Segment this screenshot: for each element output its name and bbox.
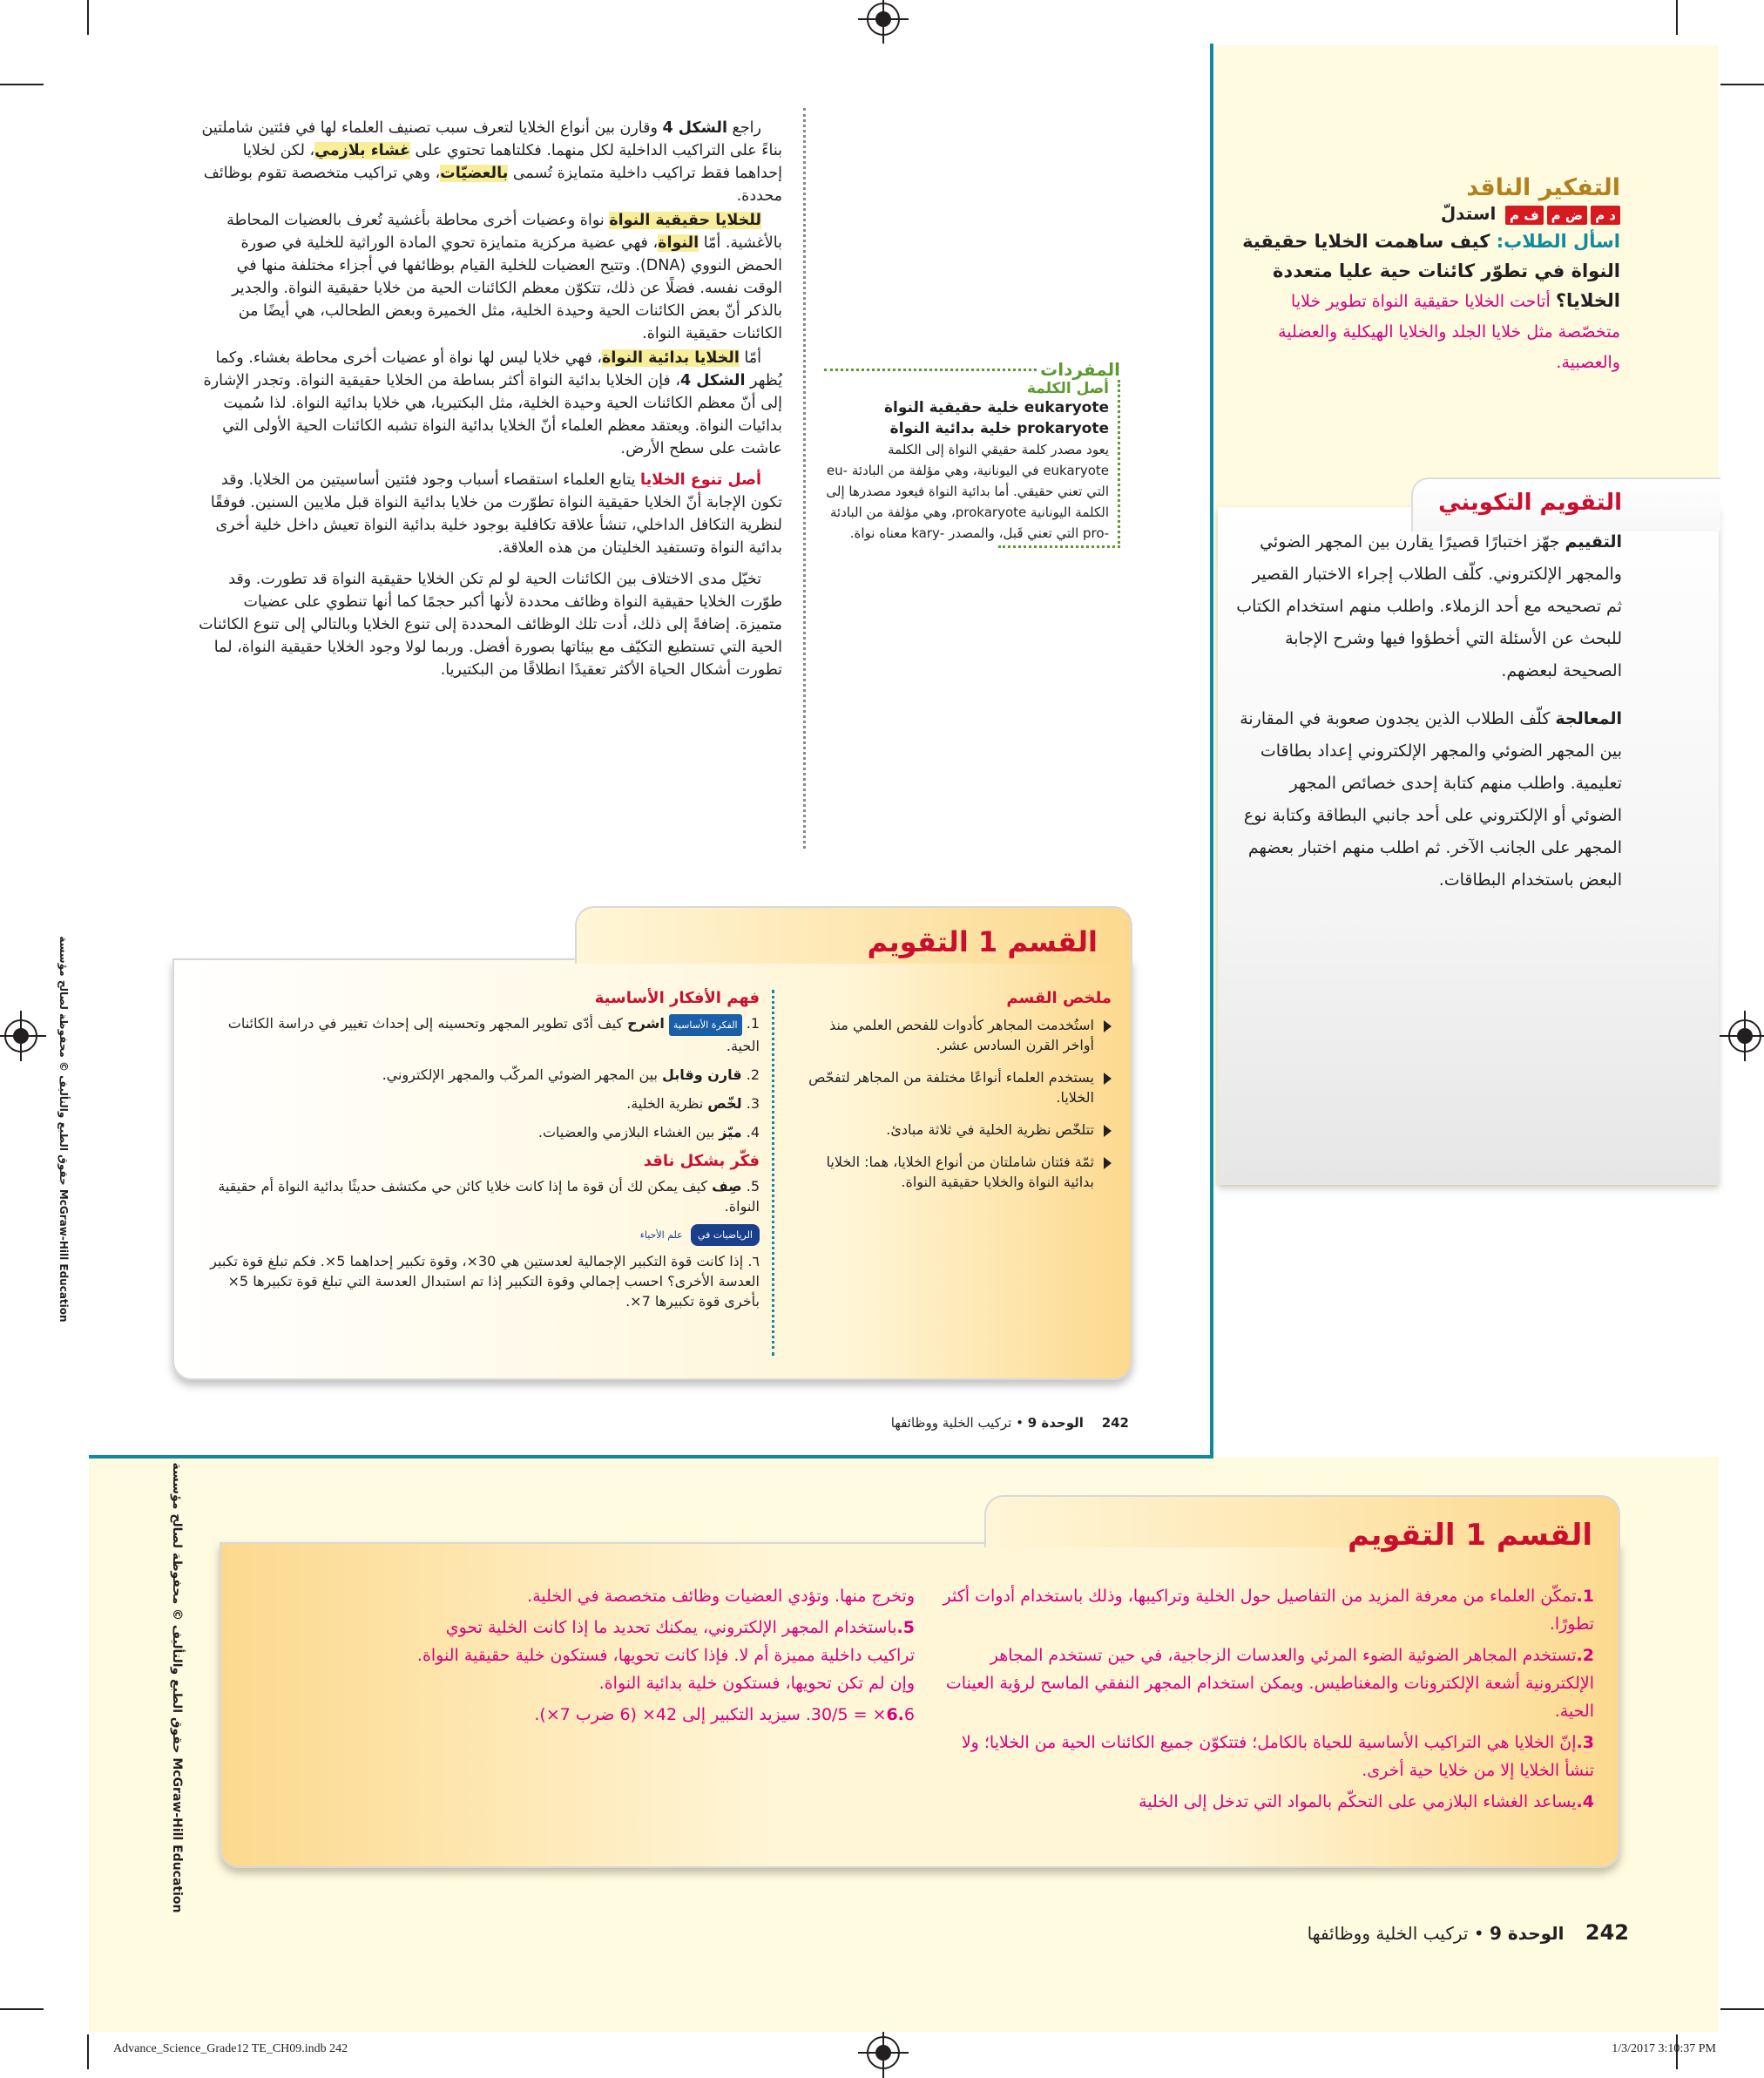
vocabulary-box <box>824 359 1120 599</box>
registration-mark <box>1728 1019 1761 1053</box>
text-run: أمّا <box>739 349 761 367</box>
question-4: 4. ميّز بين الغشاء البلازمي والعضيات. <box>537 1124 760 1141</box>
main-ideas-heading: فهم الأفكار الأساسية <box>594 989 760 1007</box>
registration-mark <box>4 1019 37 1053</box>
text-run: وقارن بين أنواع الخلايا لتعرف سبب تصنيف العلماء لها في فئتين شاملتين بناءً على التراكيب الداخلية لكل منهما. فكلتاهما تحتوي على <box>201 119 782 159</box>
student-body-text <box>197 117 782 779</box>
text-run: بالعضيّات <box>440 165 509 182</box>
text-run: ، لكن لخلايا إحداهما فقط تراكيب داخلية متمايزة تُسمى <box>242 142 782 182</box>
summary-item: تتلخّص نظرية الخلية في ثلاثة مبادئ. <box>801 1120 1112 1140</box>
slug-date: 1/3/2017 3:10:37 PM <box>1612 2042 1716 2055</box>
registration-mark <box>867 3 900 36</box>
text-run: ، فهي خلايا ليس لها نواة أو عضيات أخرى محاطة بغشاء. وكما يُظهر <box>215 349 782 389</box>
summary-item: يستخدم العلماء أنواعًا مختلفة من المجاهر لتفحّص الخلايا. <box>801 1067 1112 1107</box>
skill-tabs: د مض مف م استدلّ <box>1235 203 1620 225</box>
body-paragraph <box>197 469 782 559</box>
answers-title: القسم 1 التقويم <box>1347 1518 1592 1553</box>
student-page-footer: 242 الوحدة 9 • تركيب الخلية ووظائفها <box>890 1415 1129 1431</box>
summary-item: ثمّة فئتان شاملتان من أنواع الخلايا، هما: الخلايا بدائية النواة والخلايا حقيقية النواة. <box>801 1152 1112 1192</box>
text-run: ، فإن الخلايا بدائية النواة أكثر بساطة من الخلايا حقيقية النواة. وتجدر الإشارة إلى أنّ معظم الكائنات الحية وحيدة الخلية، مثل البكتيريا، هي خلايا بدائية النواة. لذا سُميت بدائيات النواة. ويعتقد معظم العلماء أنّ الخلايا بدائية النواة تشبه الكائنات الحية الأولى التي عاشت على سطح الأرض. <box>203 372 782 457</box>
answer-item: 3.إنّ الخلايا هي التراكيب الأساسية للحياة بالكامل؛ فتتكوّن جميع الكائنات الحية من الخلايا؛ ولا تنشأ الخلايا إلا من خلايا حية أخرى. <box>961 1733 1594 1780</box>
formative-body: التقييم جهّز اختبارًا قصيرًا يقارن بين المجهر الضوئي والمجهر الإلكتروني. كلّف الطلاب إجراء الاختبار القصير ثم تصحيحه مع أحد الزملاء. واطلب منهم استخدام الكتاب للبحث عن الأسئلة التي أخطؤوا فيها وشرح الإجابة الصحيحة لبعضهم. المعالجة كلّف الطلاب الذين يجدون صعوبة في المقارنة بين المجهر الضوئي والمجهر الإلكتروني إعداد بطاقات تعليمية. واطلب منهم كتابة إحدى خصائص المجهر الضوئي أو الإلكتروني على أحد جانبي البطاقة وكتابة نوع المجهر على الجانب الآخر. ثم اطلب منهم اختبار بعضهم البعض باستخدام البطاقات. <box>1236 532 1622 890</box>
vocab-term-eukaryote: eukaryote خلية حقيقية النواة <box>884 399 1109 416</box>
main-idea-badge: الفكرة الأساسية <box>669 1014 742 1036</box>
text-run: الشكل 4 <box>680 372 746 389</box>
text-run: النواة <box>658 234 700 252</box>
question-3: 3. لخّص نظرية الخلية. <box>626 1095 760 1112</box>
question-2: 2. قارن وقابل بين المجهر الضوئي المركّب والمجهر الإلكتروني. <box>382 1066 760 1083</box>
answer-text: أتاحت الخلايا حقيقية النواة تطوير خلايا متخصّصة مثل خلايا الجلد والخلايا الهيكلية والعضلية والعصبية. <box>1278 292 1620 372</box>
question-1: 1. الفكرة الأساسية اشرح كيف أدّى تطوير المجهر وتحسينه إلى إحداث تغيير في دراسة الكائنات الحية. <box>227 1015 760 1054</box>
formative-title: التقويم التكويني <box>1438 490 1622 516</box>
text-run: ، فهي عضية مركزية متمايزة تحوي المادة الوراثية للخلية في صورة الحمض النووي (DNA). وتتيح العضيات للخلية القيام بوظائفها في أجزاء مختلفة منها في الوقت نفسه. فضلًا عن ذلك، تتكوّن معظم الكائنات الحية من خلايا حقيقية النواة. والجدير بالذكر أنّ بعض الكائنات الحية وحيدة الخلية، مثل الخميرة وبعض الطحالب، هي أيضًا من الكائنات حقيقية النواة. <box>232 234 782 342</box>
review-questions <box>193 988 760 1371</box>
remediation-label: المعالجة <box>1555 709 1622 728</box>
vocab-term-prokaryote: prokaryote خلية بدائية النواة <box>889 420 1109 437</box>
answers-right-column <box>934 1582 1594 1844</box>
text-run: للخلايا حقيقية النواة <box>609 212 761 229</box>
body-paragraph <box>197 568 782 681</box>
question-5: 5. صِف كيف يمكن لك أن قوة ما إذا كانت خلايا كائن حي مكتشف حديثًا بدائية النواة أم حقيقية النواة. <box>218 1178 760 1215</box>
section-summary <box>801 988 1112 1249</box>
text-run: ، وهي تراكيب متخصصة تقوم بوظائف محددة. <box>203 165 782 205</box>
registration-mark <box>867 2036 900 2069</box>
answer-item: 6.6× = 30/5. سيزيد التكبير إلى 42× (6 ضرب 7×). <box>534 1705 915 1724</box>
text-run: نواة وعضيات أخرى محاطة بأغشية تُعرف بالعضيات المحاطة بالأغشية. أمّا <box>226 212 782 252</box>
review-column-divider <box>772 990 774 1356</box>
body-paragraph <box>197 347 782 460</box>
page-number: 242 <box>1585 1920 1629 1945</box>
side-credit: McGraw-Hill Education حقوق الطبع والتأليف © محفوظة لصالح مؤسسة <box>170 1462 184 1913</box>
vocabulary-title: المفردات <box>1040 359 1120 380</box>
text-run: الشكل 4 <box>662 119 727 137</box>
summary-heading: ملخص القسم <box>1006 989 1112 1007</box>
page-number: 242 <box>1101 1415 1129 1431</box>
assessment-label: التقييم <box>1565 532 1622 552</box>
answer-item: 4.يساعد الغشاء البلازمي على التحكّم بالمواد التي تدخل إلى الخلية <box>1139 1792 1594 1811</box>
answers-left-column <box>406 1582 915 1756</box>
vocab-body: يعود مصدر كلمة حقيقي النواة إلى الكلمة eukaryote في اليونانية، وهي مؤلفة من البادئة -eu التي تعني حقيقي. أما بدائية النواة فيعود مصدرها إلى الكلمة اليونانية prokaryote، وهي مؤلفة من البادئة -pro التي تعني قَبل، والمصدر -kary معناه نواة. <box>826 442 1109 541</box>
text-run: أصل تنوع الخلايا <box>640 471 761 489</box>
summary-item: استُخدمت المجاهر كأدوات للفحص العلمي منذ أواخر القرن السادس عشر. <box>801 1015 1112 1055</box>
question-6: ٦. إذا كانت قوة التكبير الإجمالية لعدستين هي 30×، وقوة تكبير إحداهما 5×. فكم تبلغ قوة تكبير العدسة الأخرى؟ احسب إجمالي وقوة التكبير إذا تم استبدال العدسة التي تبلغ قوة تكبيرها 5× بأخرى قوة تكبيرها 7×. <box>210 1253 760 1310</box>
text-run: الخلايا بدائية النواة <box>602 349 740 367</box>
section-review-title: القسم 1 التقويم <box>867 925 1098 958</box>
text-run: تخيّل مدى الاختلاف بين الكائنات الحية لو لم تكن الخلايا حقيقية النواة قد تطورت. وقد طوّرت الخلايا حقيقية النواة وظائف محددة لأنها أكبر حجمًا كما أنها تنطوي على عضيات متميزة. إضافةً إلى ذلك، أدت تلك الوظائف المحددة إلى تنوع الخلايا وبالتالي إلى تنوع الكائنات الحية التي تستطيع التكيّف مع بيئاتها بصورة أفضل. وربما لولا وجود الخلايا حقيقية النواة، لما تطورت أشكال الحياة الأكثر تعقيدًا انطلاقًا من البكتيريا. <box>199 571 782 679</box>
math-in-biology-badge: الرياضيات في علم الأحياء <box>193 1223 760 1246</box>
answer-item: 1.تمكّن العلماء من معرفة المزيد من التفاصيل حول الخلية وتراكيبها، وذلك باستخدام أدوات أكثر تطورًا. <box>943 1587 1594 1634</box>
text-run: يتابع العلماء استقصاء أسباب وجود فئتين أساسيتين من الخلايا. وقد تكون الإجابة أنّ الخلايا حقيقية النواة تطوّرت من خلايا بدائية النواة قبل ملايين السنين. فوفقًا لنظرية التكافل الداخلي، تنشأ علاقة تكافلية بوجود خلية بدائية النواة تعيش داخل خلية أخرى بدائية النواة وتستفيد الخليتان من هذه العلاقة. <box>210 471 782 557</box>
ask-students-label: اسأل الطلاب: <box>1496 231 1620 252</box>
critical-thinking-title: التفكير الناقد <box>1466 174 1620 201</box>
vocabulary-subtitle: أصل الكلمة <box>1026 380 1109 397</box>
answer-item: 5.باستخدام المجهر الإلكتروني، يمكنك تحديد ما إذا كانت الخلية تحوي تراكيب داخلية مميزة أم لا. فإذا كانت تحويها، فستكون خلية حقيقية النواة. وإن لم تكن تحويها، فستكون خلية بدائية النواة. <box>416 1618 915 1693</box>
skill-label: استدلّ <box>1440 203 1497 224</box>
critical-thinking-heading: فكّر بشكل ناقد <box>643 1152 760 1170</box>
answers-page-footer: 242 الوحدة 9 • تركيب الخلية ووظائفها <box>1307 1920 1629 1945</box>
body-paragraph <box>197 209 782 345</box>
body-paragraph <box>197 117 782 207</box>
side-credit: McGraw-Hill Education حقوق الطبع والتأليف © محفوظة لصالح مؤسسة <box>57 936 70 1323</box>
slug-filename: Advance_Science_Grade12 TE_CH09.indb 242 <box>113 2042 348 2055</box>
text-run: غشاء بلازمي <box>314 142 410 159</box>
answer-item: 2.تستخدم المجاهر الضوئية الضوء المرئي والعدسات الزجاجية، في حين تستخدم المجاهر الإلكترونية أشعة الإلكترونات والمغناطيس. ويمكن استخدام المجهر النفقي الماسح لرؤية العينات الحية. <box>945 1646 1594 1721</box>
answer-item: وتخرج منها. وتؤدي العضيات وظائف متخصصة في الخلية. <box>527 1587 915 1606</box>
critical-thinking-panel: التفكير الناقد د مض مف م استدلّ اسأل الطلاب: كيف ساهمت الخلايا حقيقية النواة في تطوّر كائنات حية عليا متعددة الخلايا؟ أتاحت الخلايا حقيقية النواة تطوير خلايا متخصّصة مثل خلايا الجلد والخلايا الهيكلية والعضلية والعصبية. <box>1235 174 1620 436</box>
column-divider <box>803 108 806 849</box>
text-run: راجع <box>727 119 761 137</box>
